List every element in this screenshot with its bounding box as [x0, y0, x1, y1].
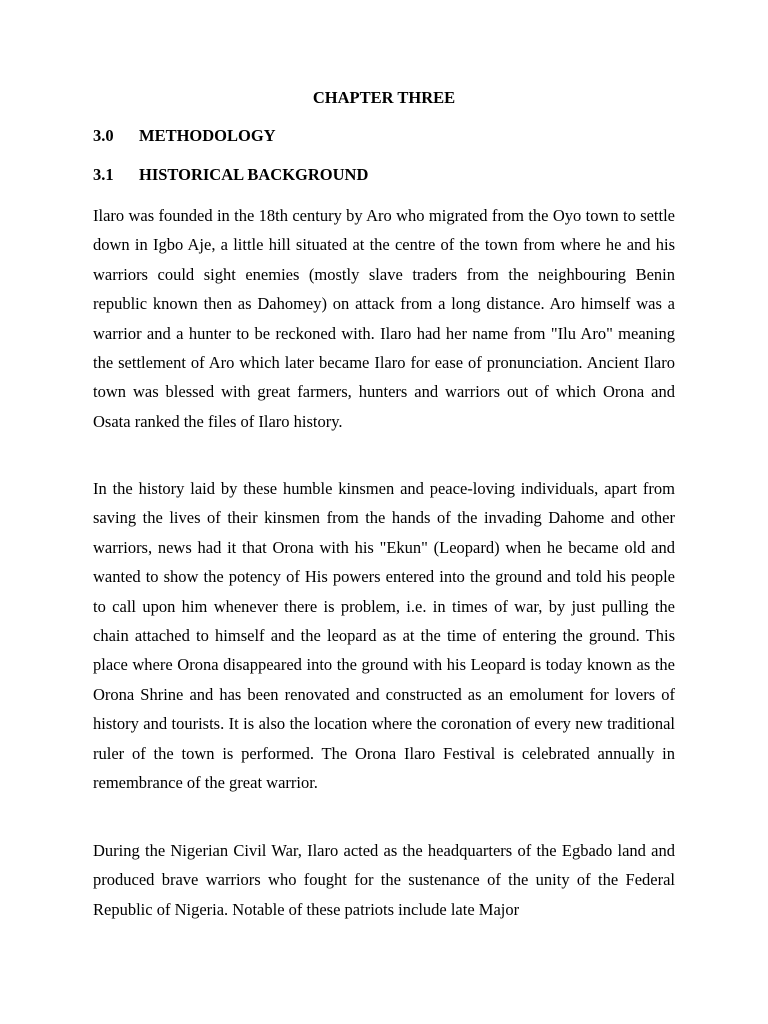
section-number: 3.1 [93, 165, 114, 184]
section-heading-methodology [93, 125, 276, 147]
paragraph-orona-history: In the history laid by these humble kinsmen and peace-loving individuals, apart from saving the lives of their kinsmen from the hands of the invading Dahome and other warriors, news had it that Orona with his "Ekun" (Leopard) when he became old and wanted to show the potency of His powers entered into the ground and told his people to call upon him whenever there is problem, i.e. in times of war, by just pulling the chain attached to himself and the leopard as at the time of entering the ground. This place where Orona disappeared into the ground with his Leopard is today known as the Orona Shrine and has been renovated and constructed as an emolument for lovers of history and tourists. It is also the location where the coronation of every new traditional ruler of the town is performed. The Orona Ilaro Festival is celebrated annually in remembrance of the great warrior. [93, 479, 675, 793]
section-title: HISTORICAL BACKGROUND [139, 165, 369, 184]
section-heading-historical-background [93, 164, 368, 186]
chapter-title: CHAPTER THREE [312, 88, 456, 107]
paragraph-founding-of-ilaro: Ilaro was founded in the 18th century by Aro who migrated from the Oyo town to settle down in Igbo Aje, a little hill situated at the centre of the town from where he and his warriors could sight enemies (mostly slave traders from the neighbouring Benin republic known then as Dahomey) on attack from a long distance. Aro himself was a warrior and a hunter to be reckoned with. Ilaro had her name from "Ilu Aro" meaning the settlement of Aro which later became Ilaro for ease of pronunciation. Ancient Ilaro town was blessed with great farmers, hunters and warriors out of which Orona and Osata ranked the files of Ilaro history. [93, 206, 675, 431]
paragraph-civil-war: During the Nigerian Civil War, Ilaro acted as the headquarters of the Egbado land and produced brave warriors who fought for the sustenance of the unity of the Federal Republic of Nigeria. Notable of these patriots include late Major [93, 841, 675, 919]
section-number: 3.0 [93, 126, 114, 145]
section-title: METHODOLOGY [139, 126, 276, 145]
